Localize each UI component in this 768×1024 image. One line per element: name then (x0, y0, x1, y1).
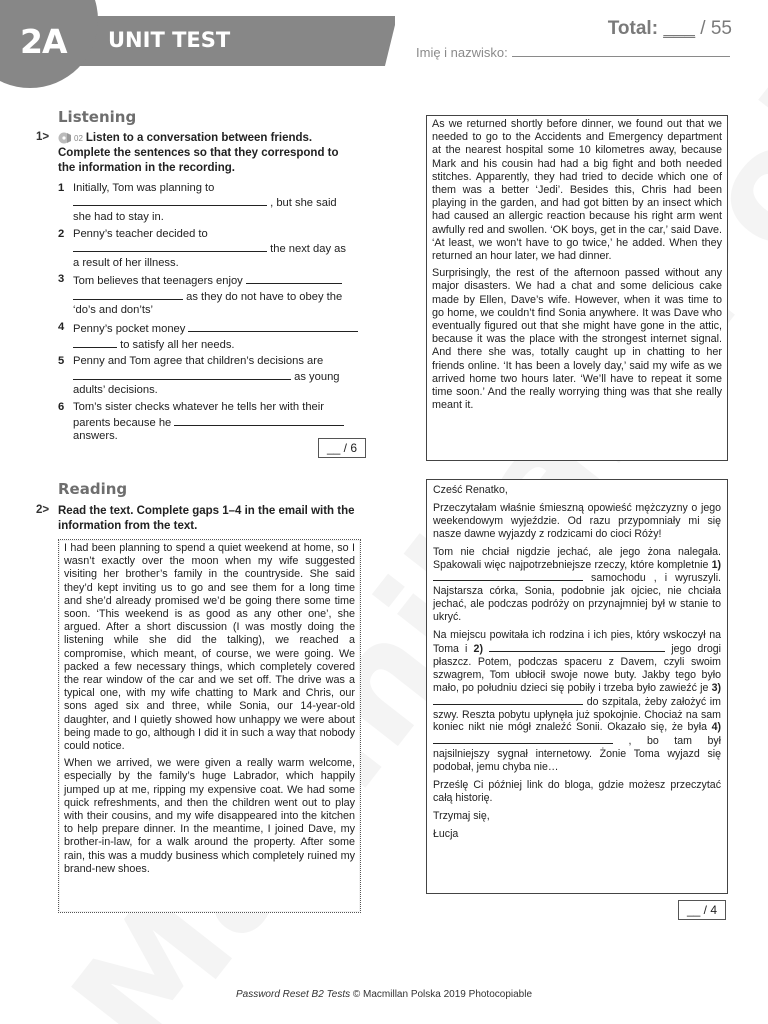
question-text (73, 355, 368, 397)
story-paragraph: I had been planning to spend a quiet weekend at home, so I wasn’t exactly over the moon when my wife suggested visiting her brother’s family in the countryside. She said they’d kept inviting us to go and see them for a long time and she’d already promised we’d be going there some time soon. ‘This weekend is as good as any other one’, she argued. After a short discussion (I was mostly doing the listening while she did the talking), we reached a compromise, which meant, of course, we were going. We packed a few necessary things, which completely covered the rear window of the car and we set off. The drive was a typical one, with my wife chatting to Mark and Chris, our sons aged six and three, while Sonia, our 14-year-old daughter, and I quietly showed how unhappy we were about being made to go, although I did it in such a way that nobody could notice. (64, 542, 355, 753)
listening-questions (58, 182, 368, 447)
task-1-number-text: 1 (36, 131, 43, 143)
question-part: as young (294, 370, 340, 383)
email-closing: Trzymaj się, (433, 809, 490, 822)
audio-cd-icon (58, 132, 72, 144)
question-1 (58, 182, 368, 224)
email-text: Tom nie chciał nigdzie jechać, ale jego żona nalegała. Spakowali więc najpotrzebniejsze rzeczy, które kompletnie (433, 545, 721, 571)
task-1-instruction-text: Listen to a conversation between friends. Complete the sentences so that they correspond to the information in the recording. (58, 132, 339, 174)
question-number: 5 (58, 355, 65, 368)
question-number: 4 (58, 321, 65, 334)
task-1-instruction (58, 131, 358, 176)
answer-blank[interactable] (188, 321, 358, 332)
answer-blank[interactable] (73, 337, 117, 348)
story-paragraph: As we returned shortly before dinner, we found out that we needed to go to the Accidents and Emergency department at the nearest hospital some 10 kilometres away, because Mark and his cousin had had a big fight and both needed stitches. Apparently, they had tried to decide which one of them was a better ‘Jedi’. Besides this, Chris had been playing in the garden, and had got bitten by an insect which had caused an allergic reaction because his right arm went awfully red and swollen. ‘OK boys, get in the car,’ said Dave. ‘At least, we won’t have to go twice,’ he added. When they returned an hour later, we had dinner. (432, 118, 722, 263)
reading-score: __ / 4 (678, 900, 726, 920)
question-5 (58, 355, 368, 397)
gap-4-number: 4) (711, 721, 721, 734)
question-part: Tom believes that teenagers enjoy (73, 275, 243, 288)
answer-blank[interactable] (73, 289, 183, 300)
total-label: Total: (607, 18, 659, 39)
question-2 (58, 228, 368, 270)
question-number: 2 (58, 227, 65, 240)
question-part: Penny’s pocket money (73, 323, 186, 336)
question-part: Tom’s sister checks whatever he tells her with their (73, 401, 324, 414)
track-number: 02 (74, 134, 83, 143)
question-text (73, 321, 368, 352)
question-number: 3 (58, 273, 65, 286)
gap-1-blank[interactable] (433, 571, 583, 581)
question-part: the next day as (270, 243, 346, 256)
story-paragraph: Surprisingly, the rest of the afternoon passed without any major disasters. We had a chat and some delicious cake made by Ellen, Dave’s wife. However, when it was time to go home, we couldn’t find Sonia anywhere. It was Dave who eventually figured out that she might have gone in the attic, because it was the place with the strongest internet signal. And there she was, totally caught up in chatting to her friends online. ‘It has been a lovely day,’ said my wife as we arrived home two hours later. ‘We’ll have to repeat it some time soon.’ And the really worrying thing was that she really meant it. (432, 267, 722, 412)
email-text: samochodu , i wyruszyli. Najstarsza córka, Sonia, podobnie jak ojciec, nie chciała jechać, ale podczas podróży on przynajmniej był w stanie to ukryć. (433, 572, 721, 624)
question-text (73, 273, 368, 317)
question-part: ‘do’s and don’ts’ (73, 304, 154, 317)
question-part: she had to stay in. (73, 210, 164, 223)
listening-score: __ / 6 (318, 438, 366, 458)
gap-2-number: 2) (473, 642, 483, 655)
page-footer (0, 989, 768, 1000)
email-signature: Łucja (433, 827, 459, 840)
email-paragraph-1: Przeczytałam właśnie śmieszną opowieść mężczyzny o jego weekendowym wyjeździe. Od razu przypomniały mi się nasze dawne wyjazdy z rodzicami do cioci Róży! (433, 501, 721, 540)
answer-blank[interactable] (73, 369, 291, 380)
name-field (416, 45, 730, 60)
question-part: parents because he (73, 416, 172, 429)
listening-title: Listening (58, 108, 137, 126)
total-blank: ___ (663, 18, 696, 39)
question-part: adults’ decisions. (73, 384, 158, 397)
answer-blank[interactable] (174, 415, 344, 426)
gap-3-number: 3) (711, 681, 721, 694)
email-paragraph-3 (433, 629, 721, 774)
question-part: as they do not have to obey the (186, 290, 343, 303)
question-text (73, 228, 368, 270)
question-number: 1 (58, 182, 65, 194)
gap-3-blank[interactable] (433, 695, 583, 705)
email-text: Na miejscu powitała ich rodzina i ich pies, który wskoczył na Toma i (433, 629, 721, 655)
gap-1-number: 1) (711, 558, 721, 571)
email-paragraph-4: Prześlę Ci później link do bloga, gdzie możesz przeczytać całą historię. (433, 779, 721, 804)
question-number: 6 (58, 401, 65, 414)
question-part: Penny and Tom agree that children’s decisions are (73, 355, 324, 368)
answer-blank[interactable] (246, 273, 342, 284)
story-paragraph: When we arrived, we were given a really warm welcome, especially by the family’s huge Labrador, which happily jumped up at me, ripping my expensive coat. We had some quick refreshments, and then the children went out to play with their cousins, and my wife disappeared into the kitchen to help prepare dinner. In the meantime, I joined Dave, my brother-in-law, for a walk around the property. After some rain, this was a muddy business which completely ruined my brand-new shoes. (64, 757, 355, 875)
email-text: , bo tam był najsilniejszy sygnał internetowy. Żonie Toma wyjazd się podobał, jemu chyba nie… (433, 735, 721, 774)
email-box (426, 479, 728, 894)
question-part: , but she said (270, 197, 337, 210)
question-part: to satisfy all her needs. (120, 338, 235, 351)
footer-source: Password Reset B2 Tests (235, 989, 351, 1000)
task-1-number: 1> (36, 131, 50, 143)
total-score (608, 18, 732, 40)
answer-blank[interactable] (73, 241, 267, 252)
question-part: answers. (73, 430, 118, 442)
email-greeting: Cześć Renatko, (433, 484, 508, 496)
email-paragraph-2 (433, 546, 721, 624)
question-part: Initially, Tom was planning to (73, 182, 215, 194)
question-part: a result of her illness. (73, 256, 179, 269)
task-2-number-text: 2 (36, 504, 43, 516)
reading-title: Reading (58, 480, 128, 498)
unit-code: 2A (20, 22, 67, 61)
gap-4-blank[interactable] (433, 734, 613, 744)
unit-title: UNIT TEST (108, 28, 231, 52)
question-4 (58, 321, 368, 352)
email-text: jego drogi płaszcz. Potem, podczas spaceru z Davem, czyli swoim szwagrem, Tom ubłocił swoje nowe buty. Jakby tego było mało, po południu dzieci się pobiły i trzeba było zawieźć je (433, 642, 721, 694)
task-2-instruction: Read the text. Complete gaps 1–4 in the email with the information from the text. (58, 505, 355, 532)
story-text-part-2 (426, 115, 728, 461)
name-label: Imię i nazwisko: (416, 45, 508, 60)
name-blank (512, 45, 730, 57)
email-text: do szpitala, żeby założyć im szwy. Reszta pobytu upłynęła już spokojnie. Chociaż na sam koniec nikt nie mógł znaleźć Sonii. Okazało się, że była (433, 695, 721, 734)
question-3 (58, 273, 368, 317)
task-2-number: 2> (36, 504, 50, 516)
question-part: Penny’s teacher decided to (73, 227, 208, 240)
footer-rights: © Macmillan Polska 2019 Photocopiable (352, 989, 533, 1000)
total-max: / 55 (700, 18, 732, 39)
story-text-part-1 (58, 539, 361, 913)
gap-2-blank[interactable] (489, 642, 665, 652)
question-text (73, 182, 368, 224)
answer-blank[interactable] (73, 195, 267, 206)
